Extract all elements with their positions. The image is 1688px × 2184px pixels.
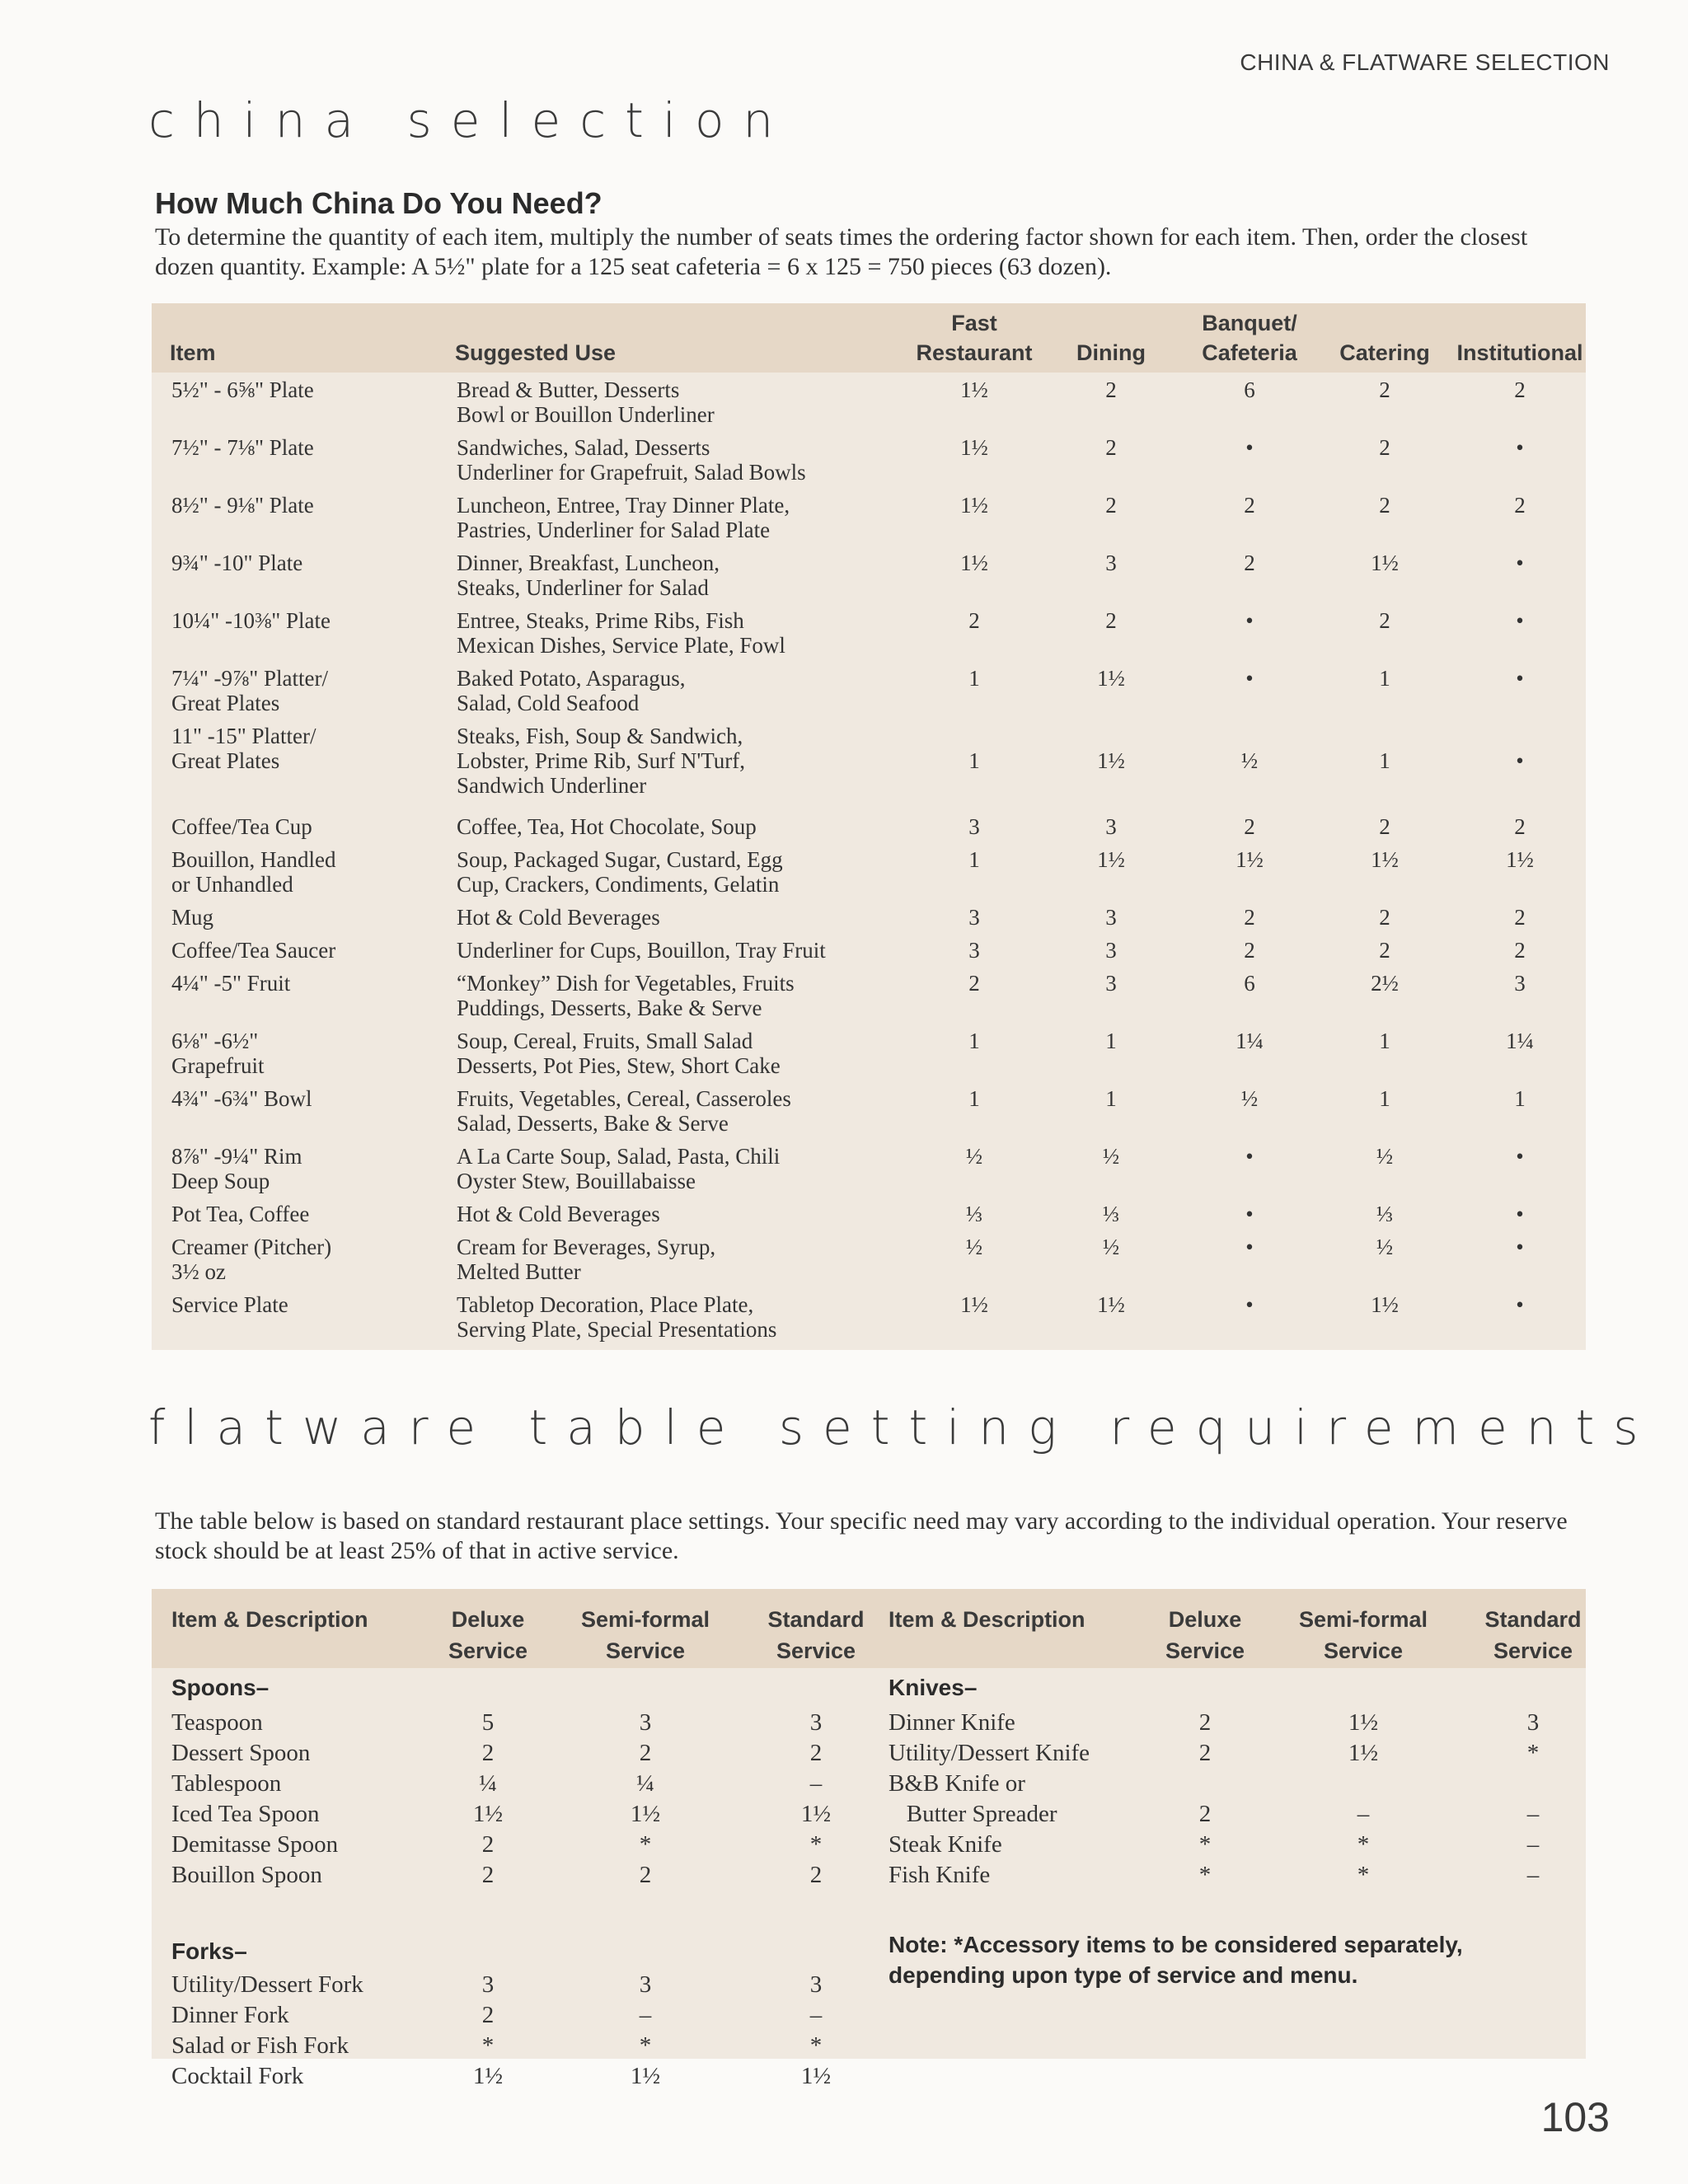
china-suggested-use: Luncheon, Entree, Tray Dinner Plate, Pastries, Underliner for Salad Plate [457, 493, 790, 542]
china-factor-fast: 1½ [960, 551, 988, 575]
china-factor-dining: 2 [1105, 377, 1117, 402]
flatware-qty-semi: 1½ [1348, 1709, 1379, 1736]
flatware-qty-semi: 1½ [1348, 1740, 1379, 1766]
china-item-name: Service Plate [171, 1292, 288, 1317]
china-factor-banquet: • [1245, 666, 1254, 691]
flatware-qty-deluxe: 2 [1198, 1801, 1212, 1827]
china-factor-catering: 1 [1379, 1029, 1390, 1053]
china-suggested-use: A La Carte Soup, Salad, Pasta, Chili Oyster Stew, Bouillabaisse [457, 1144, 781, 1193]
china-factor-catering: 2 [1379, 938, 1390, 963]
china-factor-catering: 2 [1379, 377, 1390, 402]
flatware-qty-deluxe: * [481, 2032, 495, 2059]
china-factor-fast: 1 [968, 1086, 980, 1111]
china-suggested-use: Underliner for Cups, Bouillon, Tray Fruit [457, 938, 826, 963]
china-factor-fast: ½ [965, 1235, 983, 1259]
china-item-name: 8⅞" -9¼" Rim Deep Soup [171, 1144, 302, 1193]
china-factor-banquet: • [1245, 435, 1254, 460]
china-factor-institutional: • [1516, 1292, 1524, 1317]
china-item-name: 5½" - 6⅝" Plate [171, 377, 314, 402]
flatware-qty-semi: 3 [639, 1971, 652, 1998]
flatware-item-name: Fish Knife [889, 1862, 991, 1888]
china-factor-banquet: 1¼ [1236, 1029, 1264, 1053]
china-factor-institutional: 2 [1514, 905, 1526, 930]
flatware-item-name: Cocktail Fork [171, 2063, 304, 2089]
china-factor-fast: ⅓ [965, 1202, 983, 1226]
china-factor-dining: 2 [1105, 435, 1117, 460]
china-factor-dining: 3 [1105, 814, 1117, 839]
flatware-item-name: Teaspoon [171, 1709, 263, 1736]
china-factor-catering: 2 [1379, 905, 1390, 930]
china-item-name: 10¼" -10⅜" Plate [171, 608, 331, 633]
header-catering: Catering [1339, 340, 1430, 365]
china-factor-banquet: 2 [1244, 814, 1255, 839]
flatware-qty-standard: – [809, 1770, 823, 1797]
china-factor-catering: 1½ [1371, 847, 1399, 872]
flatware-qty-standard: – [1526, 1831, 1540, 1858]
china-factor-institutional: 3 [1514, 971, 1526, 996]
china-item-name: Pot Tea, Coffee [171, 1202, 310, 1226]
china-suggested-use: Tabletop Decoration, Place Plate, Serving Plate, Special Presentations [457, 1292, 777, 1342]
china-factor-banquet: • [1245, 1292, 1254, 1317]
forks-group-label: Forks– [171, 1938, 247, 1964]
china-factor-catering: 2 [1379, 814, 1390, 839]
header-item-description-right: Item & Description [889, 1607, 1085, 1632]
china-factor-catering: 1 [1379, 748, 1390, 773]
flatware-qty-deluxe: 2 [481, 2002, 495, 2028]
china-factor-dining: 3 [1105, 971, 1117, 996]
flatware-qty-standard: 2 [809, 1862, 823, 1888]
china-suggested-use: Sandwiches, Salad, Desserts Underliner for Grapefruit, Salad Bowls [457, 435, 806, 485]
china-factor-fast: 2 [968, 971, 980, 996]
flatware-qty-deluxe: 2 [481, 1862, 495, 1888]
china-item-name: 8½" - 9⅛" Plate [171, 493, 314, 518]
china-item-name: 9¾" -10" Plate [171, 551, 303, 575]
china-item-name: Bouillon, Handled or Unhandled [171, 847, 336, 897]
china-suggested-use: Cream for Beverages, Syrup, Melted Butter [457, 1235, 716, 1284]
flatware-qty-semi: 3 [639, 1709, 652, 1736]
flatware-qty-semi: * [1357, 1831, 1370, 1858]
flatware-item-name: Tablespoon [171, 1770, 282, 1797]
header-fast-restaurant: Fast Restaurant [916, 311, 1033, 365]
flatware-item-name: B&B Knife or [889, 1770, 1025, 1797]
china-factor-institutional: 1¼ [1506, 1029, 1534, 1053]
flatware-qty-standard: * [809, 2032, 823, 2059]
china-factor-catering: 1½ [1371, 551, 1399, 575]
header-deluxe-left: Deluxe Service [448, 1607, 528, 1663]
china-factor-institutional: 2 [1514, 814, 1526, 839]
flatware-table-header [152, 1589, 1586, 1668]
flatware-table [152, 1589, 1586, 2089]
china-factor-institutional: • [1516, 1235, 1524, 1259]
header-banquet-cafeteria: Banquet/ Cafeteria [1202, 311, 1297, 365]
china-factor-dining: ½ [1102, 1235, 1120, 1259]
flatware-qty-deluxe: 3 [481, 1971, 495, 1998]
china-factor-banquet: 1½ [1236, 847, 1264, 872]
flatware-qty-standard: 1½ [800, 2063, 832, 2089]
china-factor-catering: 2 [1379, 608, 1390, 633]
header-standard-left: Standard Service [767, 1607, 865, 1663]
china-factor-banquet: ½ [1240, 1086, 1259, 1111]
china-factor-catering: ⅓ [1376, 1202, 1394, 1226]
china-subhead: How Much China Do You Need? [155, 186, 603, 220]
china-factor-dining: 3 [1105, 551, 1117, 575]
china-factor-fast: 2 [968, 608, 980, 633]
china-factor-fast: 3 [968, 938, 980, 963]
china-factor-banquet: 6 [1244, 377, 1255, 402]
china-factor-fast: ½ [965, 1144, 983, 1169]
china-suggested-use: Hot & Cold Beverages [457, 905, 660, 930]
flatware-qty-standard: – [1526, 1801, 1540, 1827]
flatware-qty-standard: 1½ [800, 1801, 832, 1827]
china-item-name: Coffee/Tea Saucer [171, 938, 336, 963]
header-semiformal-left: Semi-formal Service [580, 1607, 710, 1663]
flatware-qty-deluxe: 5 [481, 1709, 495, 1736]
flatware-item-name: Dessert Spoon [171, 1740, 311, 1766]
header-deluxe-right: Deluxe Service [1165, 1607, 1245, 1663]
china-factor-catering: ½ [1376, 1235, 1394, 1259]
china-suggested-use: Baked Potato, Asparagus, Salad, Cold Seafood [457, 666, 686, 715]
flatware-qty-standard: 3 [809, 1709, 823, 1736]
page-number: 103 [1540, 2094, 1610, 2140]
china-factor-banquet: • [1245, 1144, 1254, 1169]
china-factor-catering: 2 [1379, 493, 1390, 518]
flatware-item-name: Bouillon Spoon [171, 1862, 322, 1888]
flatware-qty-deluxe: * [1198, 1831, 1212, 1858]
flatware-item-name: Steak Knife [889, 1831, 1002, 1858]
china-item-name: 6⅛" -6½" Grapefruit [171, 1029, 265, 1078]
flatware-section-title: flatware table setting requirements [148, 1399, 1658, 1455]
china-factor-catering: 2½ [1371, 971, 1399, 996]
china-item-name: 4¼" -5" Fruit [171, 971, 291, 996]
china-factor-institutional: 2 [1514, 938, 1526, 963]
china-item-name: 11" -15" Platter/ Great Plates [171, 724, 316, 773]
flatware-qty-deluxe: 2 [481, 1831, 495, 1858]
china-item-name: Creamer (Pitcher) 3½ oz [171, 1235, 332, 1284]
china-factor-dining: 3 [1105, 905, 1117, 930]
flatware-qty-standard: 3 [809, 1971, 823, 1998]
china-factor-fast: 1½ [960, 493, 988, 518]
china-factor-institutional: • [1516, 608, 1524, 633]
china-suggested-use: Soup, Cereal, Fruits, Small Salad Desserts, Pot Pies, Stew, Short Cake [457, 1029, 781, 1078]
china-factor-banquet: 2 [1244, 551, 1255, 575]
flatware-qty-deluxe: 2 [1198, 1709, 1212, 1736]
china-factor-banquet: 2 [1244, 938, 1255, 963]
china-suggested-use: Soup, Packaged Sugar, Custard, Egg Cup, Crackers, Condiments, Gelatin [457, 847, 783, 897]
flatware-qty-standard: 3 [1526, 1709, 1540, 1736]
knives-group-label: Knives– [889, 1675, 978, 1700]
china-factor-dining: ⅓ [1102, 1202, 1120, 1226]
flatware-qty-deluxe: ¼ [479, 1770, 497, 1797]
china-factor-fast: 3 [968, 905, 980, 930]
china-item-name: 7¼" -9⅞" Platter/ Great Plates [171, 666, 329, 715]
china-factor-dining: 3 [1105, 938, 1117, 963]
flatware-qty-deluxe: * [1198, 1862, 1212, 1888]
flatware-qty-semi: * [1357, 1862, 1370, 1888]
china-factor-institutional: • [1516, 1202, 1524, 1226]
china-factor-catering: 2 [1379, 435, 1390, 460]
flatware-qty-standard: – [1526, 1862, 1540, 1888]
flatware-qty-semi: – [1357, 1801, 1370, 1827]
china-factor-banquet: 2 [1244, 905, 1255, 930]
china-item-name: 7½" - 7⅛" Plate [171, 435, 314, 460]
flatware-item-name: Dinner Knife [889, 1709, 1015, 1736]
flatware-item-name: Utility/Dessert Knife [889, 1740, 1090, 1766]
china-factor-fast: 1½ [960, 1292, 988, 1317]
spoons-group-label: Spoons– [171, 1675, 270, 1700]
china-factor-fast: 1 [968, 1029, 980, 1053]
flatware-item-name: Butter Spreader [889, 1801, 1057, 1827]
china-factor-fast: 1½ [960, 377, 988, 402]
china-factor-dining: ½ [1102, 1144, 1120, 1169]
china-factor-banquet: • [1245, 1202, 1254, 1226]
china-factor-banquet: 2 [1244, 493, 1255, 518]
flatware-item-name: Iced Tea Spoon [171, 1801, 320, 1827]
flatware-qty-standard: – [809, 2002, 823, 2028]
china-factor-banquet: 6 [1244, 971, 1255, 996]
flatware-qty-deluxe: 2 [1198, 1740, 1212, 1766]
flatware-qty-semi: – [639, 2002, 652, 2028]
china-factor-dining: 1 [1105, 1086, 1117, 1111]
flatware-qty-standard: * [809, 1831, 823, 1858]
china-factor-dining: 2 [1105, 608, 1117, 633]
china-factor-institutional: • [1516, 666, 1524, 691]
china-factor-dining: 1½ [1097, 1292, 1125, 1317]
china-factor-institutional: • [1516, 435, 1524, 460]
accessory-note: Note: *Accessory items to be considered separately, depending upon type of service and menu. [889, 1932, 1463, 1988]
china-factor-dining: 1½ [1097, 748, 1125, 773]
header-item-description-left: Item & Description [171, 1607, 368, 1632]
flatware-qty-deluxe: 1½ [472, 2063, 504, 2089]
china-suggested-use: Steaks, Fish, Soup & Sandwich, Lobster, Prime Rib, Surf N'Turf, Sandwich Underliner [457, 724, 746, 798]
china-factor-catering: 1½ [1371, 1292, 1399, 1317]
flatware-qty-semi: * [639, 2032, 652, 2059]
china-factor-banquet: ½ [1240, 748, 1259, 773]
header-suggested-use: Suggested Use [455, 340, 617, 365]
header-dining: Dining [1076, 340, 1146, 365]
china-factor-dining: 1½ [1097, 666, 1125, 691]
flatware-qty-semi: * [639, 1831, 652, 1858]
running-head: CHINA & FLATWARE SELECTION [1240, 49, 1610, 75]
china-factor-fast: 1 [968, 847, 980, 872]
header-semiformal-right: Semi-formal Service [1298, 1607, 1428, 1663]
flatware-qty-semi: 1½ [630, 2063, 661, 2089]
china-suggested-use: Bread & Butter, Desserts Bowl or Bouillon Underliner [457, 377, 715, 427]
china-intro: To determine the quantity of each item, multiply the number of seats times the ordering factor shown for each item. Then, order the closest dozen quantity. Example: A 5½" plate for a 125 seat cafeteria = 6 x 125 = 750 pieces (63 dozen). [155, 223, 1528, 280]
flatware-qty-semi: ¼ [636, 1770, 654, 1797]
china-factor-institutional: 1½ [1506, 847, 1534, 872]
china-factor-institutional: • [1516, 551, 1524, 575]
china-factor-dining: 1 [1105, 1029, 1117, 1053]
china-factor-fast: 1 [968, 666, 980, 691]
china-suggested-use: “Monkey” Dish for Vegetables, Fruits Puddings, Desserts, Bake & Serve [457, 971, 795, 1020]
china-factor-institutional: 1 [1514, 1086, 1526, 1111]
china-factor-institutional: • [1516, 748, 1524, 773]
flatware-qty-deluxe: 2 [481, 1740, 495, 1766]
header-institutional: Institutional [1456, 340, 1583, 365]
china-factor-banquet: • [1245, 1235, 1254, 1259]
china-factor-catering: ½ [1376, 1144, 1394, 1169]
header-item: Item [170, 340, 216, 365]
flatware-qty-standard: * [1526, 1740, 1540, 1766]
china-item-name: Coffee/Tea Cup [171, 814, 312, 839]
china-factor-fast: 1½ [960, 435, 988, 460]
china-table [152, 303, 1586, 1350]
china-suggested-use: Coffee, Tea, Hot Chocolate, Soup [457, 814, 757, 839]
flatware-qty-semi: 1½ [630, 1801, 661, 1827]
china-factor-catering: 1 [1379, 1086, 1390, 1111]
china-factor-fast: 1 [968, 748, 980, 773]
china-suggested-use: Fruits, Vegetables, Cereal, Casseroles Salad, Desserts, Bake & Serve [457, 1086, 791, 1136]
flatware-item-name: Dinner Fork [171, 2002, 289, 2028]
header-standard-right: Standard Service [1484, 1607, 1582, 1663]
flatware-qty-semi: 2 [639, 1740, 652, 1766]
china-factor-catering: 1 [1379, 666, 1390, 691]
flatware-qty-semi: 2 [639, 1862, 652, 1888]
china-suggested-use: Dinner, Breakfast, Luncheon, Steaks, Underliner for Salad [457, 551, 720, 600]
flatware-qty-deluxe: 1½ [472, 1801, 504, 1827]
china-suggested-use: Entree, Steaks, Prime Ribs, Fish Mexican Dishes, Service Plate, Fowl [457, 608, 785, 658]
china-factor-dining: 2 [1105, 493, 1117, 518]
flatware-item-name: Utility/Dessert Fork [171, 1971, 363, 1998]
china-factor-banquet: • [1245, 608, 1254, 633]
china-item-name: 4¾" -6¾" Bowl [171, 1086, 312, 1111]
china-factor-dining: 1½ [1097, 847, 1125, 872]
china-factor-institutional: • [1516, 1144, 1524, 1169]
china-table-header [152, 303, 1586, 373]
china-item-name: Mug [171, 905, 214, 930]
flatware-qty-standard: 2 [809, 1740, 823, 1766]
china-factor-institutional: 2 [1514, 377, 1526, 402]
china-section-title: china selection [148, 92, 793, 148]
china-factor-institutional: 2 [1514, 493, 1526, 518]
flatware-item-name: Salad or Fish Fork [171, 2032, 349, 2059]
flatware-intro: The table below is based on standard restaurant place settings. Your specific need may vary according to the individual operation. Your reserve stock should be at least 25% of that in active service. [155, 1507, 1568, 1564]
china-factor-fast: 3 [968, 814, 980, 839]
china-suggested-use: Hot & Cold Beverages [457, 1202, 660, 1226]
flatware-item-name: Demitasse Spoon [171, 1831, 339, 1858]
